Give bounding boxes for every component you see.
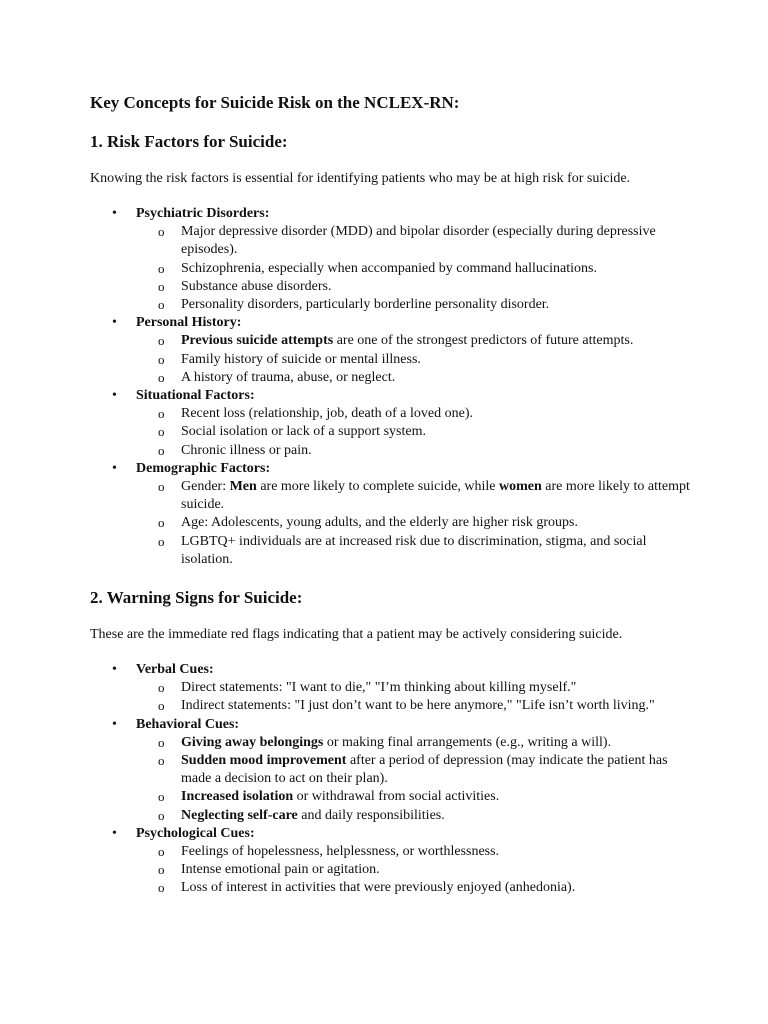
sub-list [136,223,690,314]
sub-list [136,679,690,715]
list-item [136,296,690,314]
category-item [90,716,690,825]
section-intro-risk-factors: Knowing the risk factors is essential for identifying patients who may be at high risk for suicide. [90,171,631,186]
risk-factors-list [90,205,690,569]
section-intro-warning-signs: These are the immediate red flags indicating that a patient may be actively considering suicide. [90,627,623,642]
bold-text: Increased isolation [181,789,294,805]
item-text: Personality disorders, particularly borderline personality disorder. [181,297,550,313]
list-item [136,807,690,825]
category-label: Verbal Cues: [136,662,214,677]
list-item [136,332,690,350]
item-text: Indirect statements: "I just don’t want to be here anymore," "Life isn’t worth living." [181,698,655,714]
category-label: Situational Factors: [136,388,255,404]
item-text: or making final arrangements (e.g., writing a will). [323,734,612,750]
category-item [90,314,690,387]
list-item [136,752,690,788]
category-label: Personal History: [136,315,242,331]
list-item [136,442,690,460]
bold-text: Previous suicide attempts [181,333,334,349]
list-item [136,679,690,697]
item-text: Chronic illness or pain. [181,442,312,458]
item-text: are more likely to complete suicide, while [256,479,500,495]
item-text: and daily responsibilities. [297,807,445,823]
list-item [136,423,690,441]
item-text: after a period of depression (may indicate the patient has made a decision to act on their plan). [181,753,668,787]
section-heading-risk-factors: 1. Risk Factors for Suicide: [90,132,288,151]
item-text: are more likely to attempt suicide. [181,479,690,513]
item-text: Schizophrenia, especially when accompanied by command hallucinations. [181,260,597,276]
category-item [90,460,690,569]
item-text: Social isolation or lack of a support system. [181,424,426,440]
category-item [90,825,690,898]
list-item [136,734,690,752]
sub-list [136,332,690,387]
item-text: Gender: [181,479,230,495]
category-label: Psychological Cues: [136,825,255,841]
sub-list [136,405,690,460]
item-text: Feelings of hopelessness, helplessness, or worthlessness. [181,844,500,860]
list-item [136,514,690,532]
sub-list [136,843,690,898]
section-heading-warning-signs: 2. Warning Signs for Suicide: [90,588,303,607]
category-item [90,387,690,460]
category-label: Demographic Factors: [136,460,271,476]
bold-text: Giving away belongings [181,734,324,750]
item-text: are one of the strongest predictors of future attempts. [333,333,634,349]
item-text: Substance abuse disorders. [181,278,332,294]
list-item [136,260,690,278]
sub-list [136,478,690,569]
item-text: Recent loss (relationship, job, death of a loved one). [181,406,473,422]
item-text: Intense emotional pain or agitation. [181,862,380,878]
list-item [136,879,690,897]
list-item [136,861,690,879]
bold-text: Men [229,479,257,495]
item-text: Direct statements: "I want to die," "I’m thinking about killing myself." [181,680,577,696]
bold-text: Sudden mood improvement [181,753,347,769]
item-text: A history of trauma, abuse, or neglect. [181,369,396,385]
bold-text: women [499,479,542,495]
list-item [136,223,690,259]
list-item [136,478,690,514]
warning-signs-list [90,661,690,898]
item-text: or withdrawal from social activities. [293,789,500,805]
category-item [90,661,690,716]
item-text: LGBTQ+ individuals are at increased risk due to discrimination, stigma, and social isolation. [181,533,647,567]
list-item [136,351,690,369]
list-item [136,697,690,715]
list-item [136,405,690,423]
document-title: Key Concepts for Suicide Risk on the NCLEX-RN: [90,93,460,112]
bold-text: Neglecting self-care [181,807,298,823]
category-label: Behavioral Cues: [136,716,240,732]
category-item [90,205,690,314]
item-text: Major depressive disorder (MDD) and bipolar disorder (especially during depressive episodes). [181,224,656,258]
list-item [136,278,690,296]
list-item [136,788,690,806]
list-item [136,369,690,387]
item-text: Age: Adolescents, young adults, and the elderly are higher risk groups. [181,515,578,531]
item-text: Family history of suicide or mental illness. [181,351,421,367]
list-item [136,843,690,861]
list-item [136,533,690,569]
sub-list [136,734,690,825]
category-label: Psychiatric Disorders: [136,206,270,221]
item-text: Loss of interest in activities that were previously enjoyed (anhedonia). [181,880,576,896]
